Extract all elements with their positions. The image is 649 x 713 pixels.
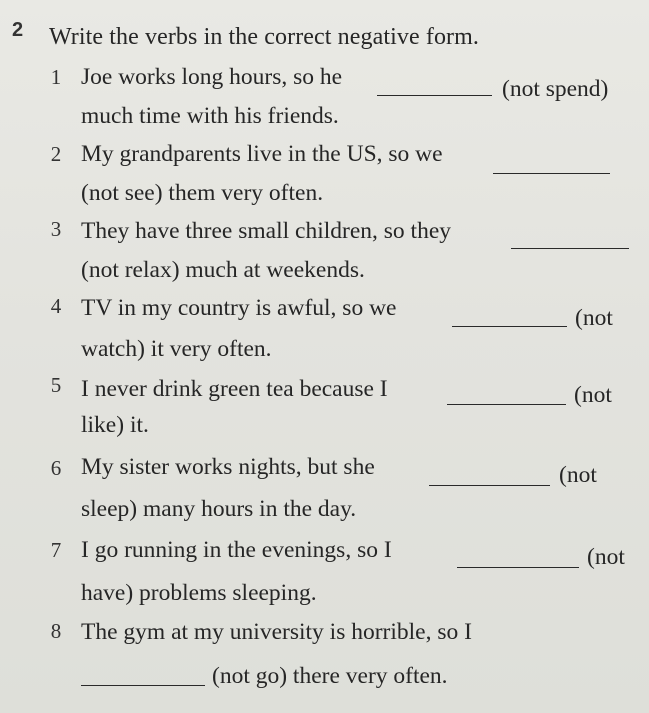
verb-hint: (not spend) [502,76,609,102]
item-number: 6 [50,456,62,480]
item-number: 8 [50,619,62,643]
item-text-line1: They have three small children, so they [81,218,451,244]
item-text-line1: I go running in the evenings, so I [81,537,392,563]
item-text-line1: TV in my country is awful, so we [81,295,397,321]
answer-blank[interactable] [447,404,566,405]
answer-blank[interactable] [81,685,205,686]
item-text-line1: My grandparents live in the US, so we [81,141,443,167]
item-number: 2 [50,142,62,166]
item-text-line2: watch) it very often. [81,336,272,362]
item-text-line2: (not relax) much at weekends. [81,257,365,283]
item-text-line2: much time with his friends. [81,103,339,129]
item-text-line1: The gym at my university is horrible, so I [81,619,472,645]
answer-blank[interactable] [457,567,579,568]
item-text-line2: have) problems sleeping. [81,580,317,606]
verb-hint: (not [575,305,613,331]
answer-blank[interactable] [429,485,550,486]
item-text-line1: My sister works nights, but she [81,454,375,480]
answer-blank[interactable] [511,248,629,249]
item-text-line1: Joe works long hours, so he [81,64,343,90]
item-number: 3 [50,217,62,241]
verb-hint: (not [587,544,625,570]
verb-hint: (not [559,462,597,488]
item-text-line2: sleep) many hours in the day. [81,496,357,522]
item-number: 4 [50,294,62,318]
item-text-line2: (not see) them very often. [81,180,324,206]
answer-blank[interactable] [377,95,492,96]
verb-hint: (not [574,382,612,408]
item-number: 5 [50,373,62,397]
item-text-line2: like) it. [81,412,149,438]
item-text-line1: I never drink green tea because I [81,376,388,402]
exercise-instruction: Write the verbs in the correct negative form. [49,24,480,50]
item-number: 1 [50,65,62,89]
exercise-number: 2 [12,19,24,41]
item-text-line2: (not go) there very often. [212,663,448,689]
answer-blank[interactable] [452,326,567,327]
item-number: 7 [50,538,62,562]
answer-blank[interactable] [493,173,610,174]
